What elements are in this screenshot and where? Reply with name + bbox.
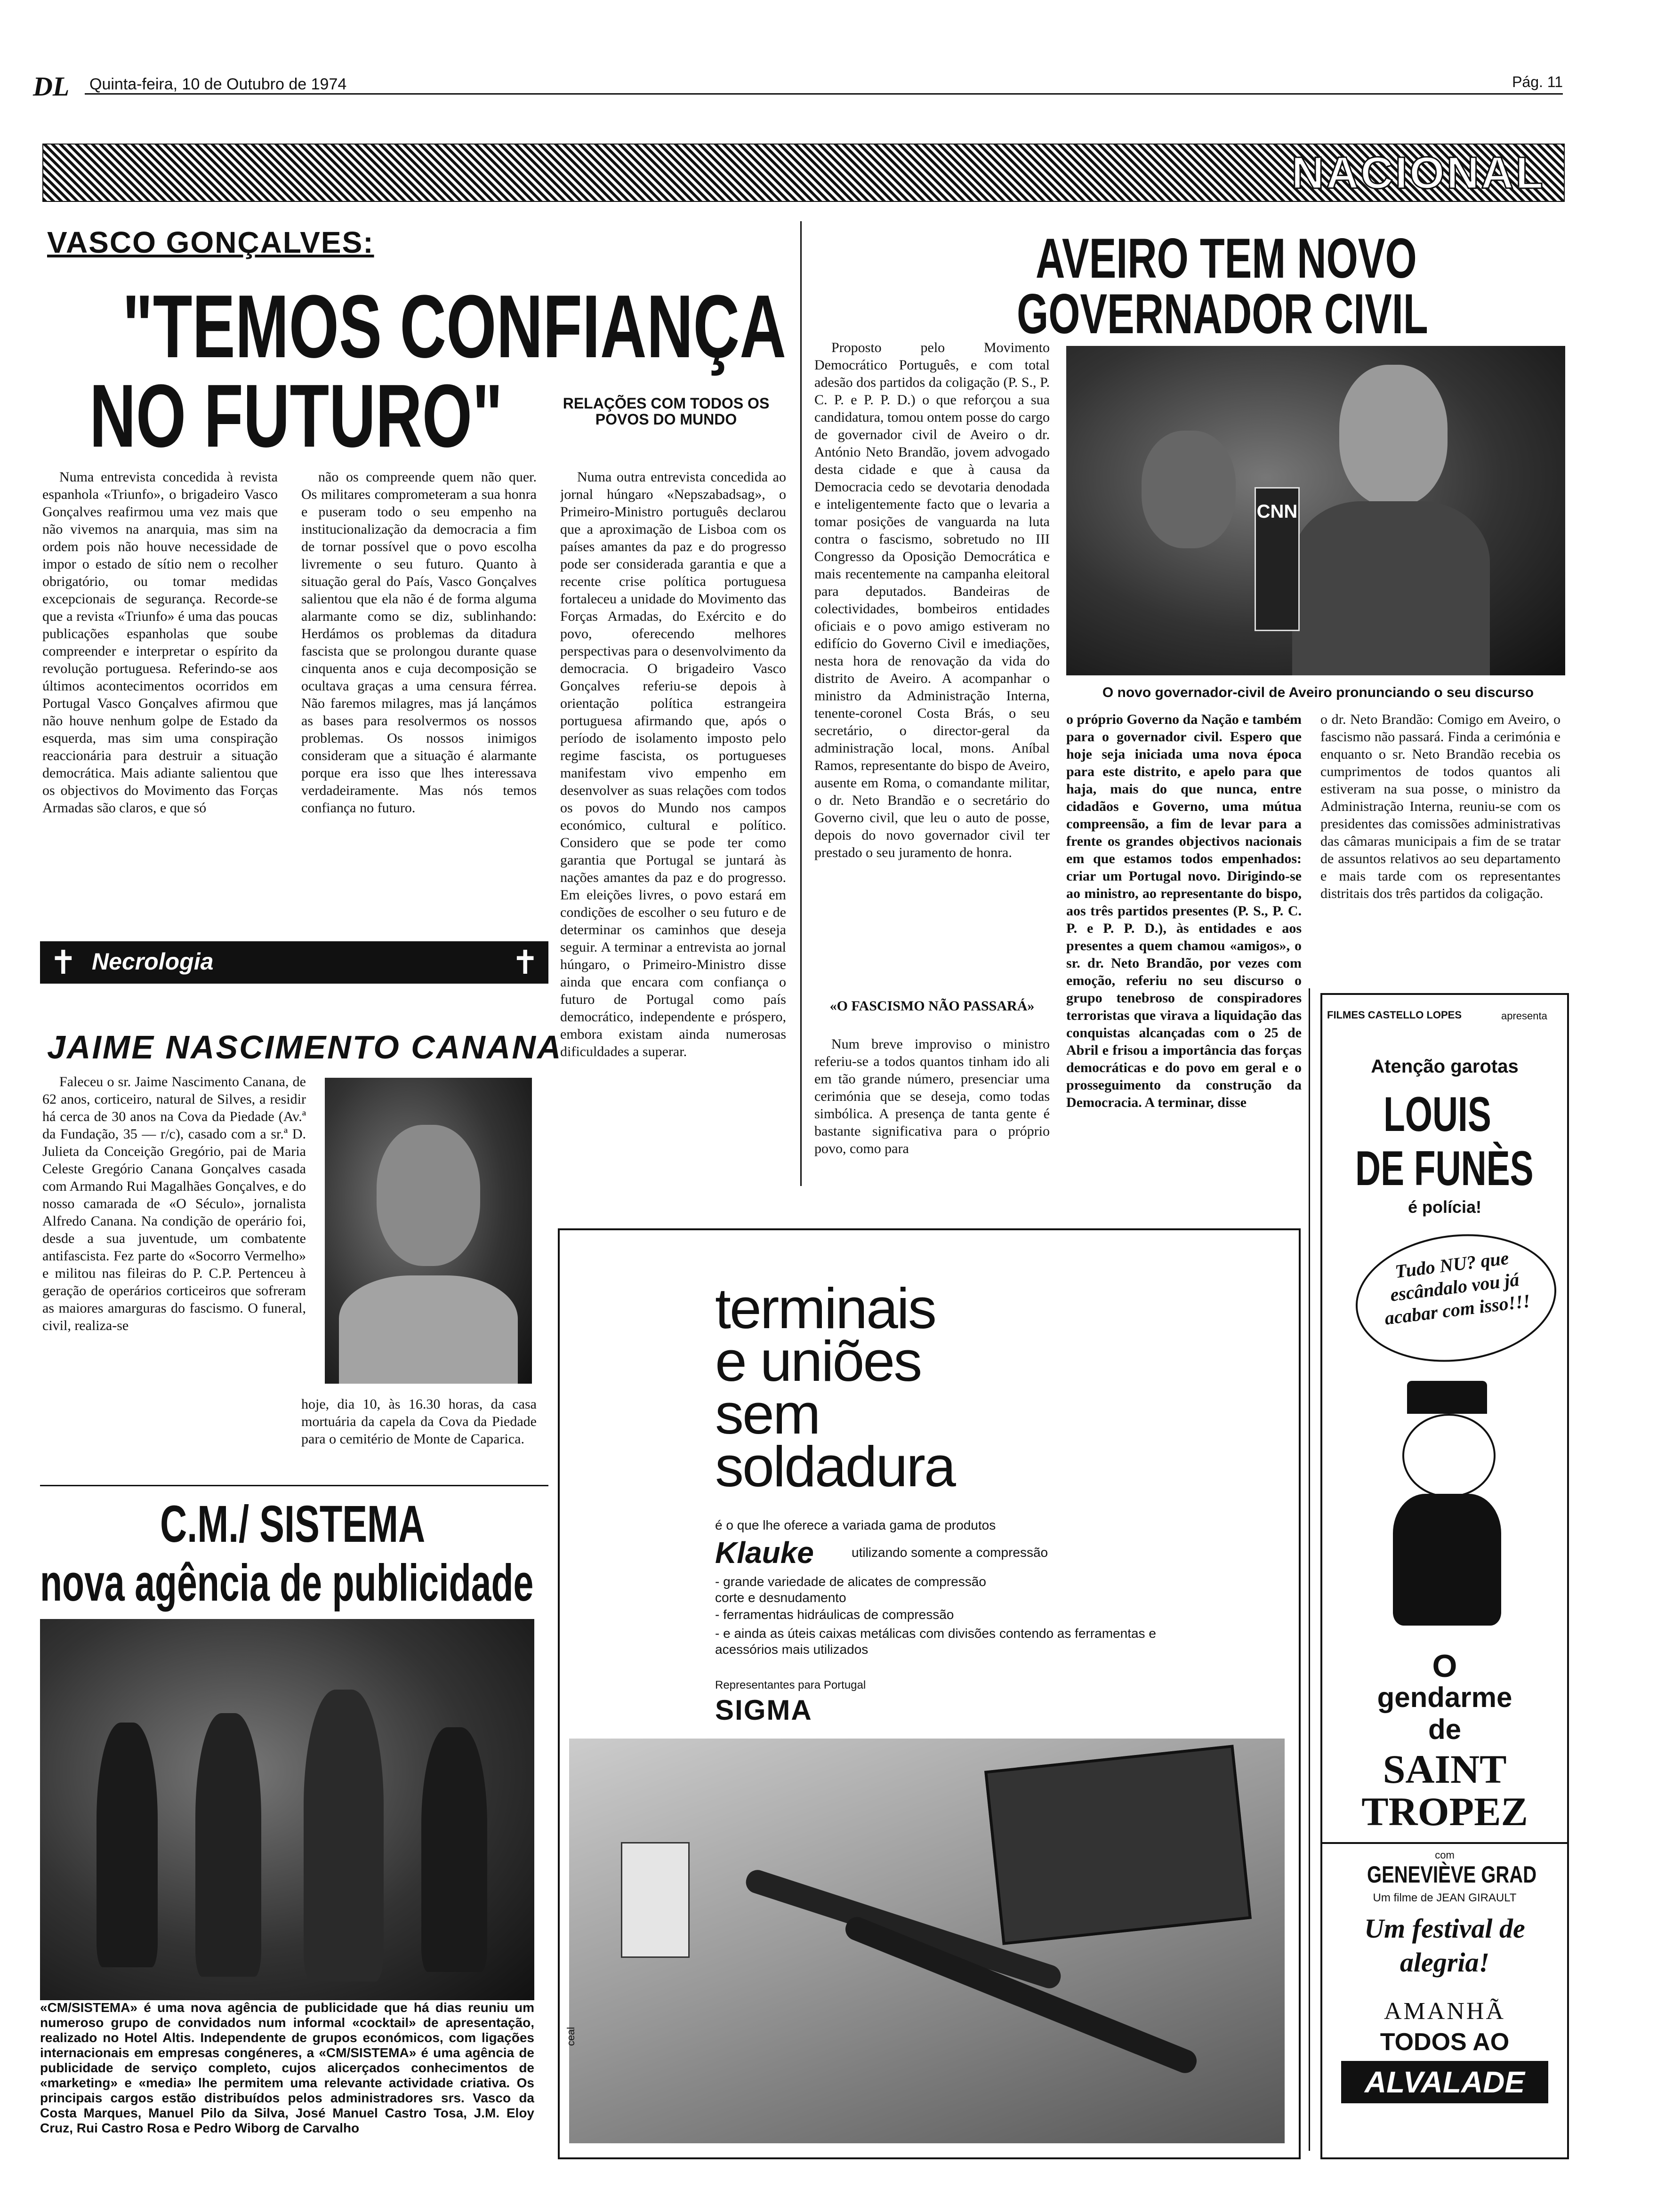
obituary-headline: JAIME NASCIMENTO CANANA [47,1029,563,1066]
guest-figure [195,1713,261,1977]
section-banner-label: NACIONAL [1291,148,1545,198]
guest-figure [421,1727,487,1972]
movie-title-line5: TROPEZ [1361,1789,1528,1834]
cm-headline-line2: nova agência de publicidade [40,1554,534,1612]
sigma-logo: SIGMA [715,1694,812,1726]
movie-costar: GENEVIÈVE GRAD [1367,1861,1537,1888]
toolbox-icon [984,1745,1252,1945]
movie-director: Um filme de JEAN GIRAULT [1373,1891,1517,1904]
movie-star-line2: DE FUNÈS [1355,1141,1534,1196]
speech-bubble [1348,1223,1563,1373]
speech-bubble-text: Tudo NU? que escândalo vou já acabar com isso!!! [1383,1247,1532,1329]
movie-title-line3: de [1428,1714,1462,1745]
governor-head [1339,365,1448,506]
page-number: Pág. 11 [1512,73,1563,90]
aveiro-subhead: «O FASCISMO NÃO PASSARÁ» [829,998,1035,1014]
klauke-bullet-1: - grande variedade de alicates de compressão corte e desnudamento [715,1574,986,1605]
klauke-title-line2: e uniões [715,1329,921,1393]
cm-caption: «CM/SISTEMA» é uma nova agência de publicidade que há dias reuniu um numeroso grupo de convidados num informal «cocktail» de apresentação, realizado no Hotel Altis. Independente de grupos económicos, com ligações internacionais em empresas congéneres, a «CM/SISTEMA» é uma agência de publicidade de serviço completo, cujos alicerçados conhecimentos de «marketing» e «media» lhe permitem uma relevante actividade criativa. Os principais cargos estão distribuídos pelos administradores srs. Vasco da Costa Marques, Manuel Pilo da Silva, José Manuel Castro Tosa, J.M. Eloy Cruz, Rui Castro Rosa e Pedro Wiborg de Carvalho [40,2000,534,2135]
vasco-column-1: Numa entrevista concedida à revista espanhola «Triunfo», o brigadeiro Vasco Gonçalves reafirmou uma vez mais que não vivemos na anarquia, mas sim na ordem pois não houve necessidade de impor o estado de sítio nem o recolher obrigatório, ou tomar medidas excepcionais de segurança. Recorde-se que a revista «Triunfo» é uma das poucas publicações espanholas que soube compreender e interpretar o espírito da revolução portuguesa. Referindo-se aos últimos acontecimentos ocorridos em Portugal Vasco Gonçalves afirmou que não houve nenhum golpe de Estado da esquerda, mas sim uma conspiração reaccionária para destruir a situação democrática. Mais adiante salientou que os objectivos do Movimento das Forças Armadas são claros, e que só [42,469,278,816]
klauke-intro: é o que lhe oferece a variada gama de produtos [715,1518,996,1532]
aveiro-column-1: Proposto pelo Movimento Democrático Português, e com total adesão dos partidos da coligação (P. S., P. C. P. e P. P. D.) o que reforçou a sua candidatura, tomou ontem posse do cargo de governador civil de Aveiro o dr. António Neto Brandão, jovem advogado desta cidade e que à causa da Democracia cedo se devotaria denodada e inteligentemente facto que o levaria a tomar posições de vanguarda na luta contra o fascismo, sobretudo no III Congresso da Oposição Democrática e mais recentemente na campanha eleitoral para deputados. Bandeiras de colectividades, bombeiros entidades oficiais e o povo amigo estiveram no edifício do Governo Civil e imediações, nesta hora de renovação da vida do distrito de Aveiro. A acompanhar o ministro da Administração Interna, tenente-coronel Costa Brás, o seu secretário, o director-geral da administração local, mons. Aníbal Ramos, representante do bispo de Aveiro, ausente em Roma, o comandante militar, o dr. Neto Brandão e o secretário do Governo civil, que leu o auto de posse, depois do novo governador civil ter prestado o seu juramento de honra. [814,340,1050,860]
klauke-tools-photo [569,1739,1285,2143]
aveiro-column-1b: Num breve improviso o ministro referiu-se a todos quantos tinham ido ali em tão grande número, presenciar uma cerimónia que se deseja, como todas simbólica. A presença de tanta gente é bastante significativa para o próprio povo, como para [814,1036,1050,1156]
header-rule [85,93,1563,95]
newspaper-logo: DL [33,71,70,102]
movie-star-line1: LOUIS [1384,1087,1491,1142]
vasco-column-2: não os compreende quem não quer. Os militares comprometeram a sua honra e puseram todo o seu empenho na institucionalização da democracia a fim de tornar possível que o povo escolha livremente o seu futuro. Quanto à situação geral do País, Vasco Gonçalves salientou que ela não é de forma alguma alarmante como se diz, sublinhando: Herdámos os problemas da ditadura fascista que se prolongou durante quase cinquenta anos e cuja decomposição se ocultava graças a uma censura férrea. Não faremos milagres, mas já lançámos as bases para resolvermos os nossos problemas. Os nossos inimigos consideram que a situação é alarmante porque era isso que lhes interessava verdadeiramente. Mas nós temos confiança no futuro. [301,469,537,816]
movie-with: com [1435,1849,1455,1861]
klauke-compression-line: utilizando somente a compressão [852,1545,1048,1560]
klauke-representative: Representantes para Portugal [715,1679,866,1691]
column-rule-main [800,221,802,1186]
necrologia-banner [40,941,548,984]
movie-divider [1322,1842,1567,1844]
movie-title-line2: gendarme [1377,1682,1512,1713]
portrait-face [377,1125,480,1266]
aveiro-headline-line2: GOVERNADOR CIVIL [1017,282,1428,345]
ad-agency-mark: ceal [565,2027,577,2046]
vasco-headline-line1: "TEMOS CONFIANÇA [122,277,787,377]
cm-rule [40,1485,548,1486]
vasco-headline-line2: NO FUTURO" [89,366,503,466]
necrologia-label: Necrologia [92,948,214,975]
aveiro-photo-caption: O novo governador-civil de Aveiro pronunciando o seu discurso [1102,685,1534,700]
klauke-bullet-3: - e ainda as úteis caixas metálicas com divisões contendo as ferramentas e acessórios mais utilizados [715,1626,1156,1657]
movie-tagline-line1: Um festival de [1364,1913,1525,1944]
movie-attention: Atenção garotas [1371,1056,1519,1077]
cross-icon-left: ✝ [49,944,77,981]
terminal-box-icon [621,1842,690,1958]
movie-tagline-line2: alegria! [1400,1947,1490,1978]
vasco-kicker: VASCO GONÇALVES: [47,225,374,259]
obituary-portrait [325,1078,532,1384]
page-header [33,71,1563,102]
movie-advertisement [1320,993,1569,2159]
gendarme-body [1393,1494,1501,1626]
official-head [1142,431,1236,548]
obituary-column-1: Faleceu o sr. Jaime Nascimento Canana, de 62 anos, corticeiro, natural de Silves, a residir há cerca de 30 anos na Cova da Piedade (Av.ª da Fundação, 35 — r/c), casado com a sr.ª D. Julieta da Conceição Gregório, pai de Maria Celeste Gregório Canana Gonçalves casada com Armando Rui Magalhães Gonçalves, e do nosso camarada de «O Século», jornalista Alfredo Canana. Na condição de operário foi, desde a sua juventude, um combatente antifascista. Fez parte do «Socorro Vermelho» e militou nas fileiras do P. C.P. Pertenceu à geração de operários corticeiros que sofreram as maiores amarguras do fascismo. O funeral, civil, realiza-se [42,1074,306,1333]
section-banner [42,144,1565,202]
klauke-title-line4: soldadura [715,1435,955,1499]
guest-figure [304,1690,384,1981]
aveiro-column-2: o próprio Governo da Nação e também para o governador civil. Espero que hoje seja iniciada uma nova época para este distrito, e apelo para que haja, mais do que nunca, entre cidadãos e Governo, uma mútua compreensão, a fim de levar para a frente os grandes objectivos nacionais em que estamos todos empenhados: criar um Portugal novo. Dirigindo-se ao ministro, ao representante do bispo, aos três partidos presentes (P. S., P. C. P. e P. P. D.), às entidades e aos presentes a quem chamou «amigos», o sr. dr. Neto Brandão, por vezes com emoção, referiu no seu discurso o grupo tenebroso de conspiradores terroristas que virava a liquidação das conquistas alcançadas com o 25 de Abril e frisou a importância das forças democráticas e do povo em geral e o prosseguimento da construção da Democracia. A terminar, disse [1066,712,1302,1110]
vasco-column-3: Numa outra entrevista concedida ao jornal húngaro «Nepszabadsag», o Primeiro-Ministro português declarou que a aproximação de Lisboa com os países amantes da paz e do progresso pode ser considerada garantia e que a recente crise política portuguesa fortaleceu a unidade do Movimento das Forças Armadas, do Exército e do povo, oferecendo melhores perspectivas para o desenvolvimento da democracia. O brigadeiro Vasco Gonçalves referiu-se depois à orientação política estrangeira portuguesa afirmando que, após o período de isolamento imposto pelo regime fascista, os portugueses manifestam vivo empenho em desenvolver as suas relações com todos os povos do Mundo nos campos económico, cultural e político. Considero que se pode ter como garantia que Portugal se juntará às nações amantes da paz e do progresso. Em eleições livres, o povo estará em condições de escolher o seu futuro e de determinar os caminhos que deseja seguir. A terminar a entrevista ao jornal húngaro, o Primeiro-Ministro disse ainda que encara com confiança o futuro de Portugal como país democrático, independente e próspero, embora existam ainda numerosas dificuldades a superar. [560,469,786,1059]
aveiro-governor-photo [1066,346,1565,675]
gendarme-illustration [1374,1381,1539,1626]
gendarme-cap [1407,1381,1487,1414]
microphone-icon: CNN [1255,487,1300,631]
movie-role: é polícia! [1408,1197,1482,1217]
governor-body [1292,501,1490,675]
klauke-title-line3: sem [715,1382,820,1446]
cm-cocktail-photo [40,1619,534,2000]
cinema-logo: ALVALADE [1341,2061,1548,2103]
movie-title-line1: O [1432,1648,1457,1684]
cm-headline-line1: C.M./ SISTEMA [160,1495,426,1553]
klauke-bullet-2: - ferramentas hidráulicas de compressão [715,1607,954,1622]
gendarme-face [1402,1414,1496,1498]
cross-icon-right: ✝ [511,944,539,981]
aveiro-headline-line1: AVEIRO TEM NOVO [1036,227,1417,290]
movie-where: TODOS AO [1380,2028,1510,2056]
header-date: Quinta-feira, 10 de Outubro de 1974 [89,75,347,93]
klauke-title-line1: terminais [715,1276,935,1340]
klauke-advertisement [558,1228,1301,2159]
klauke-brand-logo: Klauke [715,1536,814,1570]
studio-presents: apresenta [1501,1010,1547,1022]
column-rule-ad [1309,988,1310,2151]
studio-name: FILMES CASTELLO LOPES [1327,1009,1462,1021]
portrait-coat [339,1275,518,1384]
movie-title-line4: SAINT [1383,1747,1507,1792]
movie-date: AMANHÃ [1384,1998,1505,2025]
guest-figure [97,1723,158,1967]
vasco-subhead: RELAÇÕES COM TODOS OS POVOS DO MUNDO [563,395,770,428]
obituary-column-2: hoje, dia 10, às 16.30 horas, da casa mortuária da capela da Cova da Piedade para o cemitério de Monte de Caparica. [301,1396,537,1447]
aveiro-column-3: o dr. Neto Brandão: Comigo em Aveiro, o fascismo não passará. Finda a cerimónia e enquanto o sr. Neto Brandão recebia os cumprimentos de todos quantos ali estiveram na sua posse, o ministro da Administração Interna, reuniu-se com os presidentes das comissões administrativas das câmaras municipais a fim de se tratar de assuntos relativos ao seu departamento e mais tarde com os representantes distritais dos três partidos da coligação. [1320,712,1560,901]
